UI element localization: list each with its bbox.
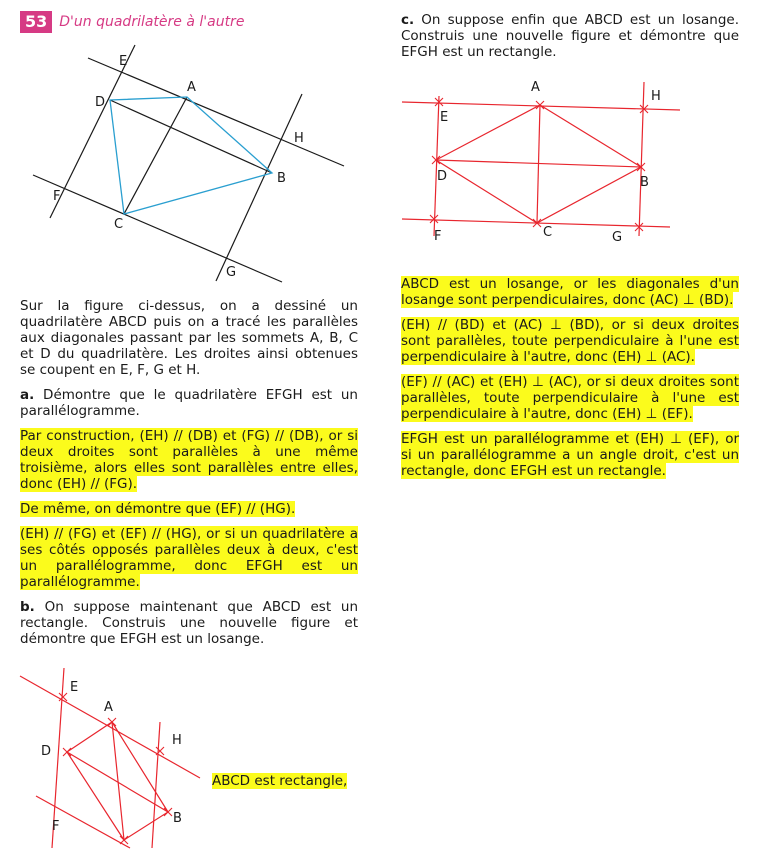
diagonal-parallel-AC [124, 97, 187, 214]
diagonal-AC-b [112, 722, 124, 840]
diagonal-DB-b [67, 752, 168, 812]
question-a-label: a. [20, 387, 35, 403]
label-G: G [226, 265, 237, 280]
label-C: C [114, 217, 124, 232]
question-b [20, 599, 358, 647]
line-HG-c [639, 82, 644, 236]
exercise-title: D'un quadrilatère à l'autre [59, 14, 245, 30]
intro-paragraph: Sur la figure ci-dessus, on a dessiné un quadrilatère ABCD puis on a tracé les parallèles aux diagonales passant par les sommets A, B, C et D du quadrilatère. Les droites ainsi obtenues se coupent en E, F, G et H. [20, 298, 358, 378]
diagonal-parallel-DB [110, 100, 272, 173]
answer-c-3: (EF) // (AC) et (EH) ⊥ (AC), or si deux droites sont parallèles, toute perpendiculaire à l'une est perpendiculaire à l'autre, donc (EH) ⊥ (EF). [401, 374, 739, 422]
exercise-number: 53 [20, 11, 52, 33]
line-EF [50, 45, 135, 218]
label-D: D [95, 95, 106, 110]
label-H: H [294, 131, 304, 146]
label-C-c: C [543, 225, 553, 240]
figure-losange [402, 82, 680, 236]
answer-a-3: (EH) // (FG) et (EF) // (HG), or si un quadrilatère a ses côtés opposés parallèles deux à deux, c'est un parallélogramme, donc EFGH est un parallélogramme. [20, 526, 358, 590]
line-HG-b [152, 722, 160, 848]
answer-c-4: EFGH est un parallélogramme et (EH) ⊥ (EF), or si un parallélogramme a un angle droit, c'est un rectangle, donc EFGH est un rectangle. [401, 431, 739, 479]
answer-c-2: (EH) // (BD) et (AC) ⊥ (BD), or si deux droites sont parallèles, toute perpendiculaire à l'une est perpendiculaire à l'autre, donc (EH) ⊥ (AC). [401, 317, 739, 365]
label-E-b: E [70, 680, 79, 695]
question-a [20, 387, 358, 419]
question-b-text: On suppose maintenant que ABCD est un rectangle. Construis une nouvelle figure et démontre que EFGH est un losange. [20, 599, 358, 647]
line-EH [88, 58, 344, 166]
question-b-label: b. [20, 599, 35, 615]
answer-b: ABCD est rectangle, [212, 773, 348, 789]
label-D-c: D [437, 169, 448, 184]
line-EH-b [20, 676, 200, 778]
label-F-c: F [434, 229, 442, 244]
answer-a-1: Par construction, (EH) // (DB) et (FG) // (DB), or si deux droites sont parallèles à une même troisième, alors elles sont parallèles entre elles, donc (EH) // (FG). [20, 428, 358, 492]
question-c [401, 12, 739, 60]
label-H-c: H [651, 89, 661, 104]
line-EF-c [434, 96, 439, 236]
answer-c-1: ABCD est un losange, or les diagonales d'un losange sont perpendiculaires, donc (AC) ⊥ (BD). [401, 276, 739, 308]
left-text [20, 298, 358, 647]
label-E-c: E [440, 110, 449, 125]
answer-a-2: De même, on démontre que (EF) // (HG). [20, 501, 296, 517]
label-F: F [53, 189, 61, 204]
question-a-text: Démontre que le quadrilatère EFGH est un parallélogramme. [20, 387, 358, 419]
label-G-c: G [612, 230, 623, 245]
label-B: B [277, 171, 286, 186]
label-F-b: F [52, 819, 60, 834]
label-H-b: H [172, 733, 182, 748]
label-A-c: A [531, 80, 540, 95]
question-c-label: c. [401, 12, 415, 28]
label-A-b: A [104, 700, 113, 715]
question-c-text: On suppose enfin que ABCD est un losange. Construis une nouvelle figure et démontre que EFGH est un rectangle. [401, 12, 739, 60]
label-E: E [119, 54, 128, 69]
answers-c [401, 276, 739, 479]
label-A: A [187, 80, 196, 95]
line-FG-b [36, 796, 130, 848]
label-B-b: B [173, 811, 182, 826]
line-FG [33, 175, 282, 282]
line-HG [216, 94, 302, 281]
label-D-b: D [41, 744, 52, 759]
label-B-c: B [640, 175, 649, 190]
quadrilateral-ABCD [110, 97, 272, 214]
